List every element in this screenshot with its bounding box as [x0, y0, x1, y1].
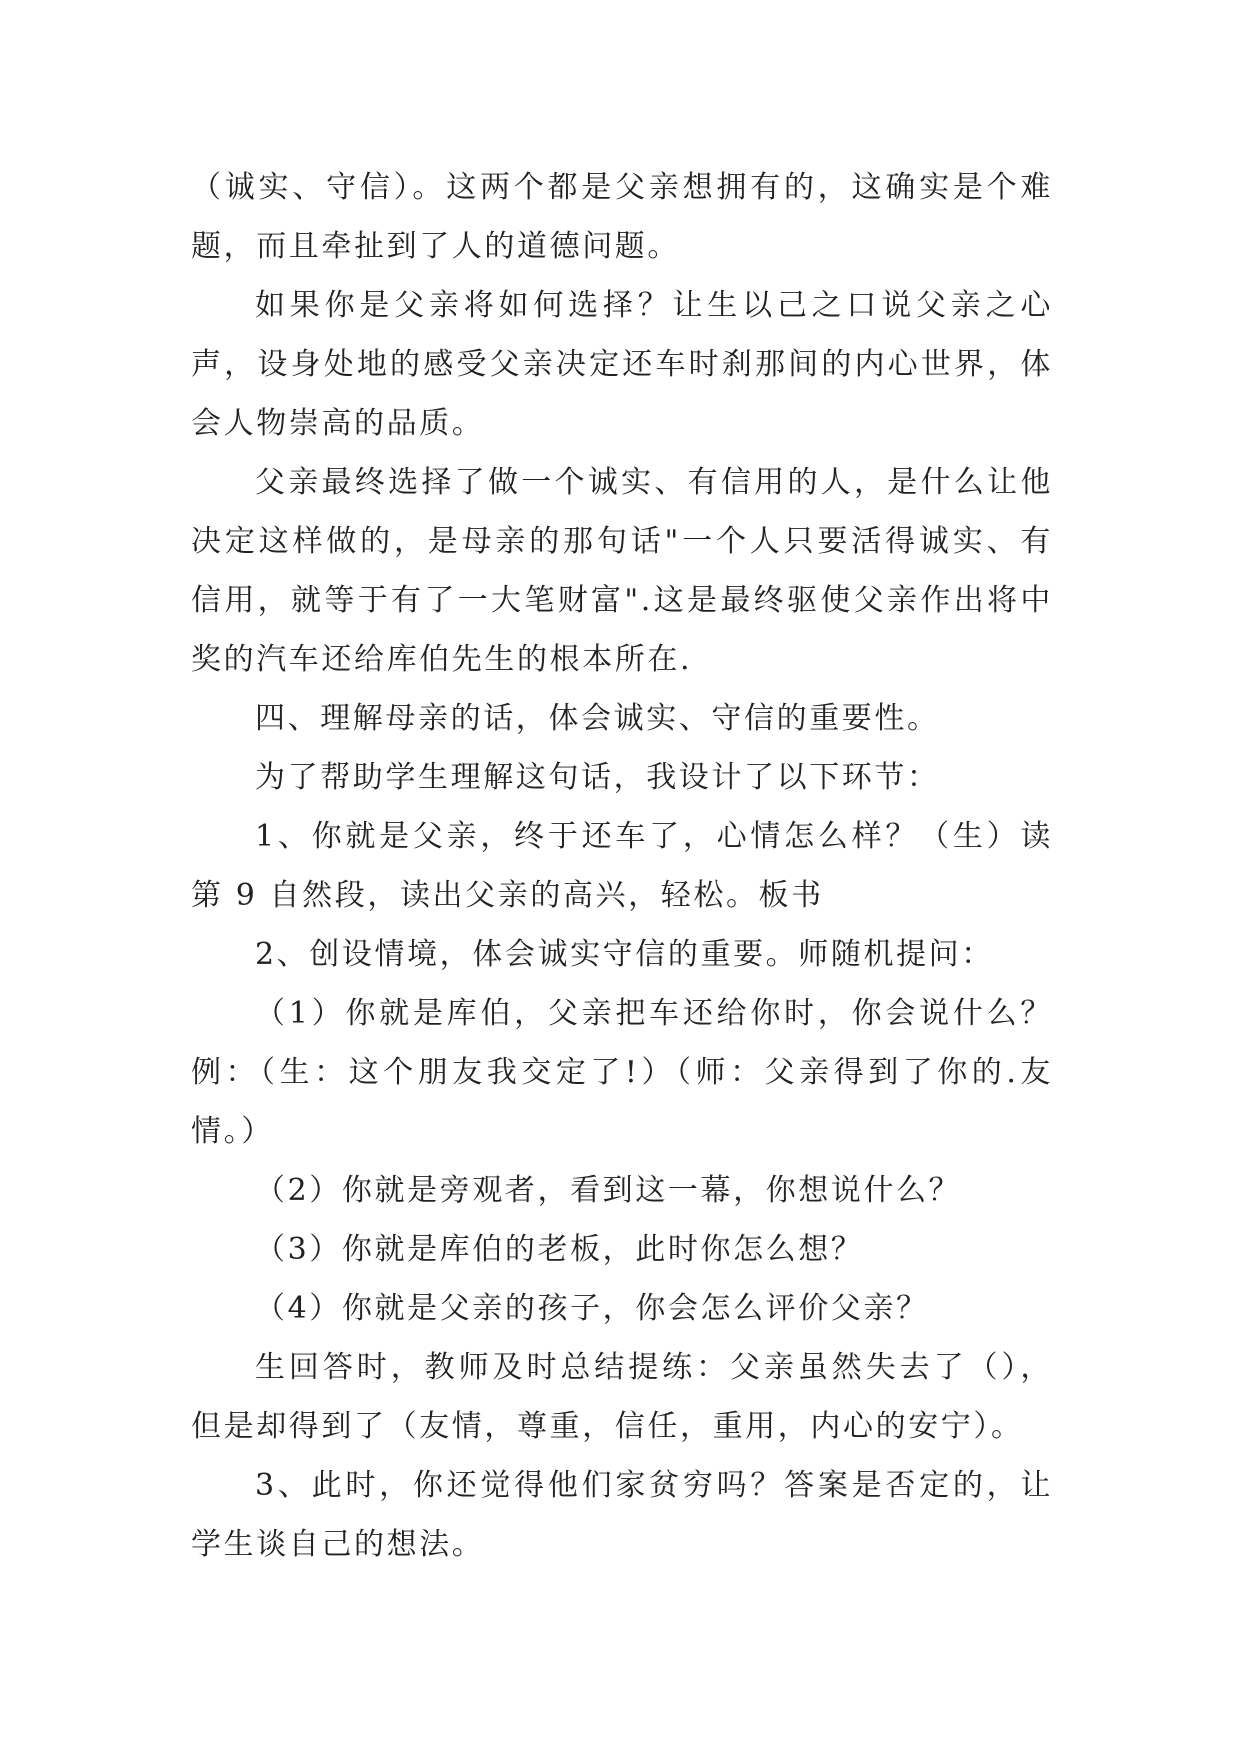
paragraph-3: 父亲最终选择了做一个诚实、有信用的人，是什么让他决定这样做的，是母亲的那句话"一个人只要活得诚实、有信用，就等于有了一大笔财富".这是最终驱使父亲作出将中奖的汽车还给库伯先生的根本所在. — [191, 465, 1053, 677]
paragraph-11-question-4: （4）你就是父亲的孩子，你会怎么评价父亲？ — [255, 1291, 929, 1326]
paragraph-4-section-heading: 四、理解母亲的话，体会诚实、守信的重要性。 — [255, 701, 940, 736]
document-body — [191, 158, 1053, 1574]
paragraph-13-step-3: 3、此时，你还觉得他们家贫穷吗？答案是否定的，让学生谈自己的想法。 — [191, 1468, 1053, 1562]
paragraph-7-step-2: 2、创设情境，体会诚实守信的重要。师随机提问： — [255, 937, 994, 972]
paragraph-6-step-1: 1、你就是父亲，终于还车了，心情怎么样？（生）读第 9 自然段，读出父亲的高兴，轻松。板书 — [191, 819, 1053, 913]
paragraph-8-question-1: （1）你就是库伯，父亲把车还给你时，你会说什么？例：（生：这个朋友我交定了!）（师：父亲得到了你的.友情。） — [191, 996, 1053, 1149]
paragraph-5: 为了帮助学生理解这句话，我设计了以下环节： — [255, 760, 940, 795]
paragraph-1: （诚实、守信）。这两个都是父亲想拥有的，这确实是个难题，而且牵扯到了人的道德问题。 — [191, 170, 1053, 264]
paragraph-2: 如果你是父亲将如何选择？让生以己之口说父亲之心声，设身处地的感受父亲决定还车时刹那间的内心世界，体会人物崇高的品质。 — [191, 288, 1053, 441]
paragraph-12-summary: 生回答时，教师及时总结提练：父亲虽然失去了（），但是却得到了（友情，尊重，信任，重用，内心的安宁）。 — [191, 1350, 1053, 1444]
paragraph-10-question-3: （3）你就是库伯的老板，此时你怎么想？ — [255, 1232, 864, 1267]
paragraph-9-question-2: （2）你就是旁观者，看到这一幕，你想说什么？ — [255, 1173, 962, 1208]
